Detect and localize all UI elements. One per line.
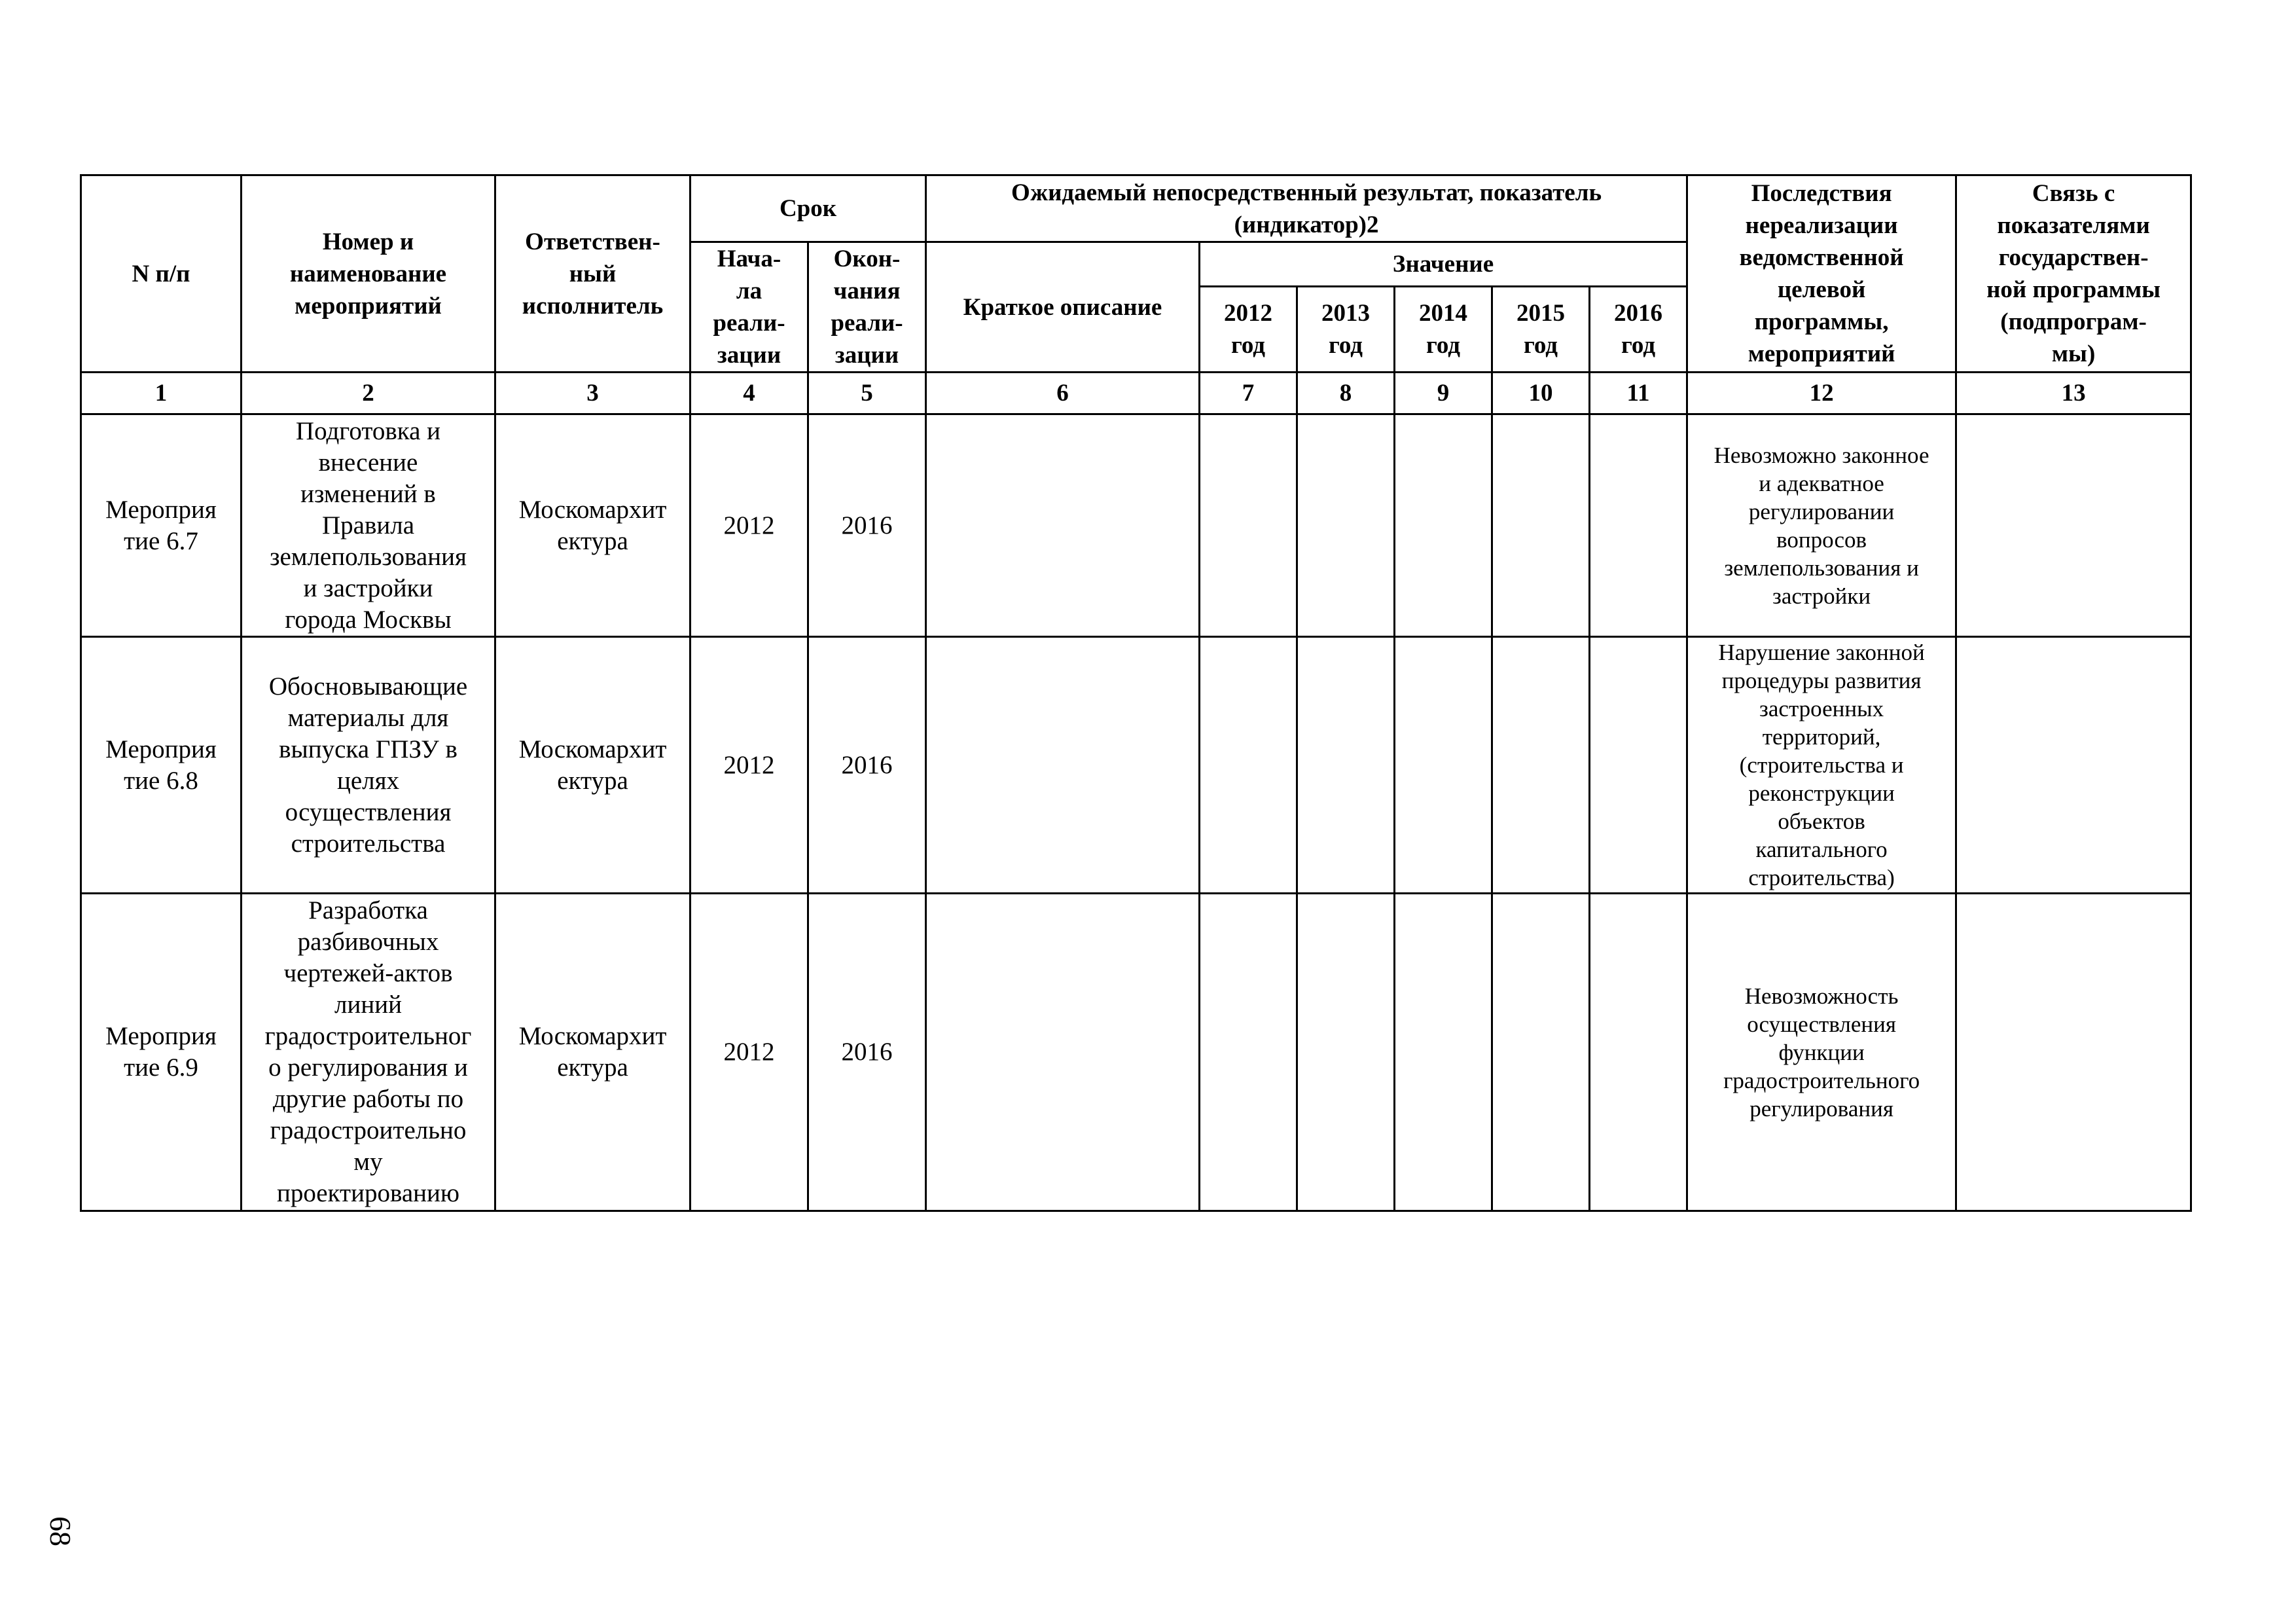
header-year-2015: 2015 год: [1492, 287, 1590, 373]
measure-value-2015: [1492, 414, 1590, 637]
measure-program-link: [1956, 637, 2191, 894]
measure-end-year: 2016: [808, 414, 926, 637]
header-start: Нача- ла реали- зации: [691, 242, 808, 373]
measure-consequence: Нарушение законной процедуры развития застроенных территорий, (строительства и реконструкции объектов капитального строительства): [1687, 637, 1956, 894]
column-number: 6: [926, 373, 1200, 414]
column-number: 10: [1492, 373, 1590, 414]
measure-consequence: Невозможность осуществления функции градостроительного регулирования: [1687, 894, 1956, 1211]
column-number: 2: [242, 373, 495, 414]
column-number: 1: [81, 373, 242, 414]
measure-name: Подготовка и внесение изменений в Правила землепользования и застройки города Москвы: [242, 414, 495, 637]
column-number: 3: [495, 373, 691, 414]
measure-program-link: [1956, 414, 2191, 637]
measure-value-2016: [1590, 414, 1687, 637]
table-row: [81, 637, 2191, 894]
column-number: 13: [1956, 373, 2191, 414]
measure-value-2013: [1297, 637, 1395, 894]
measure-start-year: 2012: [691, 414, 808, 637]
column-numbers-row: [81, 373, 2191, 414]
header-executor: Ответствен- ный исполнитель: [495, 175, 691, 373]
measure-value-2012: [1200, 637, 1297, 894]
header-year-2016: 2016 год: [1590, 287, 1687, 373]
table-row: [81, 894, 2191, 1211]
header-consequences: Последствия нереализации ведомственной целевой программы, мероприятий: [1687, 175, 1956, 373]
measure-start-year: 2012: [691, 637, 808, 894]
column-number: 5: [808, 373, 926, 414]
measure-value-2014: [1395, 414, 1492, 637]
measure-value-2012: [1200, 414, 1297, 637]
measure-value-2012: [1200, 894, 1297, 1211]
measure-end-year: 2016: [808, 637, 926, 894]
header-year-2014: 2014 год: [1395, 287, 1492, 373]
measure-short-description: [926, 414, 1200, 637]
column-number: 8: [1297, 373, 1395, 414]
header-term: Срок: [691, 175, 926, 242]
header-value: Значение: [1200, 242, 1687, 287]
measure-executor: Москомархит ектура: [495, 637, 691, 894]
measure-name: Разработка разбивочных чертежей-актов линий градостроительног о регулирования и другие работы по градостроительно му проектированию: [242, 894, 495, 1211]
measure-value-2013: [1297, 894, 1395, 1211]
column-number: 4: [691, 373, 808, 414]
measure-value-2016: [1590, 637, 1687, 894]
program-measures-table: [80, 174, 2192, 1212]
table-row: [81, 414, 2191, 637]
column-number: 11: [1590, 373, 1687, 414]
header-measure-name: Номер и наименование мероприятий: [242, 175, 495, 373]
column-number: 9: [1395, 373, 1492, 414]
measure-value-2015: [1492, 894, 1590, 1211]
page-number: 68: [44, 1516, 77, 1546]
measure-value-2015: [1492, 637, 1590, 894]
measure-number: Мероприя тие 6.7: [81, 414, 242, 637]
measure-short-description: [926, 894, 1200, 1211]
header-short-description: Краткое описание: [926, 242, 1200, 373]
measure-value-2014: [1395, 894, 1492, 1211]
measure-value-2014: [1395, 637, 1492, 894]
measure-number: Мероприя тие 6.8: [81, 637, 242, 894]
header-year-2013: 2013 год: [1297, 287, 1395, 373]
header-number: N п/п: [81, 175, 242, 373]
measure-program-link: [1956, 894, 2191, 1211]
measure-value-2016: [1590, 894, 1687, 1211]
measure-consequence: Невозможно законное и адекватное регулировании вопросов землепользования и застройки: [1687, 414, 1956, 637]
measure-executor: Москомархит ектура: [495, 414, 691, 637]
measure-value-2013: [1297, 414, 1395, 637]
measure-name: Обосновывающие материалы для выпуска ГПЗУ в целях осуществления строительства: [242, 637, 495, 894]
measure-number: Мероприя тие 6.9: [81, 894, 242, 1211]
measure-start-year: 2012: [691, 894, 808, 1211]
header-program-link: Связь с показателями государствен- ной программы (подпрограм- мы): [1956, 175, 2191, 373]
header-end: Окон- чания реали- зации: [808, 242, 926, 373]
column-number: 7: [1200, 373, 1297, 414]
measure-end-year: 2016: [808, 894, 926, 1211]
measure-short-description: [926, 637, 1200, 894]
measure-executor: Москомархит ектура: [495, 894, 691, 1211]
header-year-2012: 2012 год: [1200, 287, 1297, 373]
column-number: 12: [1687, 373, 1956, 414]
header-expected-result: Ожидаемый непосредственный результат, показатель (индикатор)2: [926, 175, 1687, 242]
